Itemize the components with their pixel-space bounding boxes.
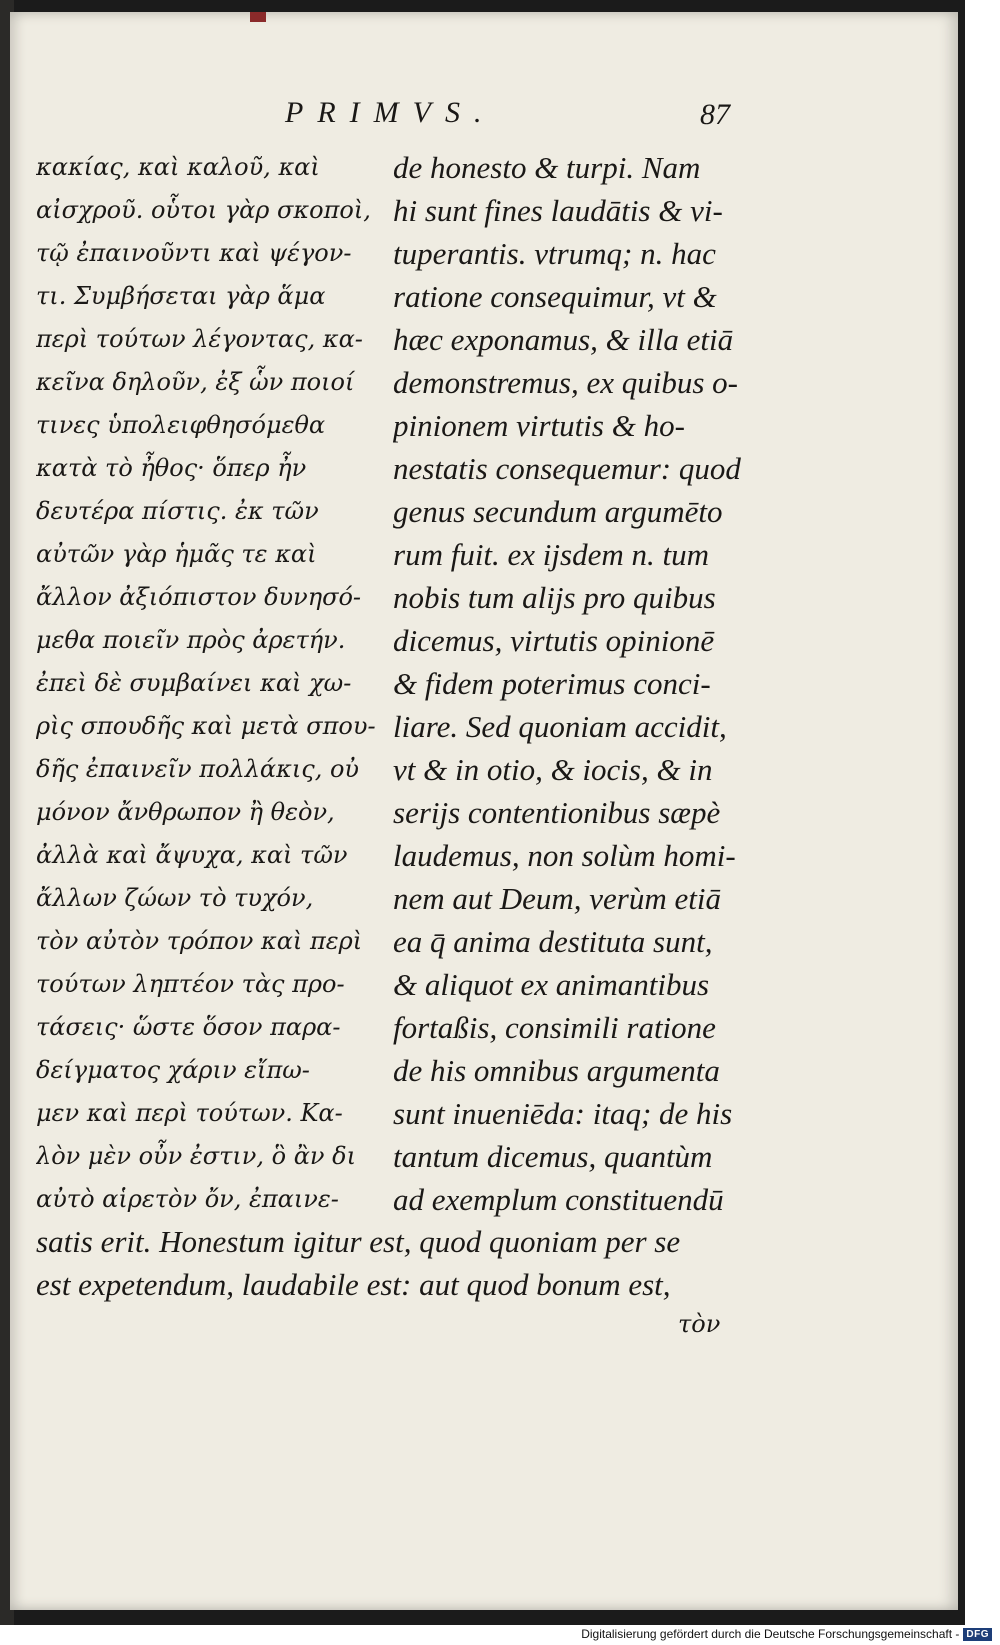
- latin-line: tuperantis. vtrumq; n. hac: [393, 236, 716, 271]
- greek-line: ἀλλὰ καὶ ἄψυχα, καὶ τῶν: [36, 841, 348, 869]
- latin-line: serijs contentionibus sæpè: [393, 795, 721, 830]
- latin-line: ad exemplum constituendū: [393, 1182, 724, 1217]
- greek-line: αὐτὸ αἱρετὸν ὄν, ἐπαινε-: [36, 1185, 339, 1213]
- greek-line: κεῖνα δηλοῦν, ἐξ ὧν ποιοί: [36, 368, 355, 396]
- latin-line: hi sunt fines laudātis & vi-: [393, 193, 723, 228]
- latin-line: ratione consequimur, vt &: [393, 279, 717, 314]
- greek-line: ἄλλον ἀξιόπιστον δυνησό-: [36, 583, 362, 611]
- greek-line: τῷ ἐπαινοῦντι καὶ ψέγον-: [36, 239, 352, 267]
- latin-line: liare. Sed quoniam accidit,: [393, 709, 727, 744]
- full-width-line: satis erit. Honestum igitur est, quod quoniam per se: [36, 1224, 681, 1259]
- latin-line: demonstremus, ex quibus o-: [393, 365, 738, 400]
- greek-line: κακίας, καὶ καλοῦ, καὶ: [36, 153, 320, 181]
- greek-line: περὶ τούτων λέγοντας, κα-: [36, 325, 363, 353]
- latin-line: fortaßis, consimili ratione: [393, 1010, 716, 1045]
- latin-line: dicemus, virtutis opinionē: [393, 623, 715, 658]
- digitization-footer: [581, 1625, 992, 1643]
- latin-column: [393, 146, 753, 1221]
- running-head: PRIMVS.: [285, 96, 496, 129]
- greek-line: δῆς ἐπαινεῖν πολλάκις, οὐ: [36, 755, 360, 783]
- latin-line: de honesto & turpi. Nam: [393, 150, 701, 185]
- greek-line: δευτέρα πίστις. ἐκ τῶν: [36, 497, 319, 525]
- latin-line: hæc exponamus, & illa etiā: [393, 322, 734, 357]
- greek-column: [36, 146, 376, 1221]
- greek-line: ἐπεὶ δὲ συμβαίνει καὶ χω-: [36, 669, 352, 697]
- latin-line: vt & in otio, & iocis, & in: [393, 752, 713, 787]
- footer-text: Digitalisierung gefördert durch die Deutsche Forschungsgemeinschaft -: [581, 1627, 960, 1641]
- greek-line: τινες ὑπολειφθησόμεθα: [36, 411, 326, 439]
- full-width-line: est expetendum, laudabile est: aut quod bonum est,: [36, 1267, 671, 1302]
- greek-line: τι. Συμβήσεται γὰρ ἅμα: [36, 282, 326, 310]
- latin-line: nestatis consequemur: quod: [393, 451, 741, 486]
- catchword: τὸν: [678, 1310, 721, 1338]
- greek-line: μόνον ἄνθρωπον ἢ θεὸν,: [36, 798, 335, 826]
- greek-line: ἄλλων ζώων τὸ τυχόν,: [36, 884, 314, 912]
- latin-line: pinionem virtutis & ho-: [393, 408, 685, 443]
- greek-line: μεν καὶ περὶ τούτων. Κα-: [36, 1099, 343, 1127]
- latin-line: rum fuit. ex ijsdem n. tum: [393, 537, 709, 572]
- ribbon-bookmark: [250, 12, 266, 22]
- latin-line: laudemus, non solùm homi-: [393, 838, 736, 873]
- latin-line: de his omnibus argumenta: [393, 1053, 720, 1088]
- latin-line: sunt inueniēda: itaq; de his: [393, 1096, 733, 1131]
- latin-line: & fidem poterimus conci-: [393, 666, 711, 701]
- latin-line: ea q̄ anima destituta sunt,: [393, 924, 713, 959]
- greek-line: τάσεις· ὥστε ὅσον παρα-: [36, 1013, 341, 1041]
- greek-line: τούτων ληπτέον τὰς προ-: [36, 970, 345, 998]
- latin-line: genus secundum argumēto: [393, 494, 723, 529]
- dfg-logo: DFG: [963, 1628, 992, 1641]
- greek-line: δείγματος χάριν εἴπω-: [36, 1056, 310, 1084]
- greek-line: αὐτῶν γὰρ ἡμᾶς τε καὶ: [36, 540, 317, 568]
- greek-line: τὸν αὐτὸν τρόπον καὶ περὶ: [36, 927, 363, 955]
- latin-line: tantum dicemus, quantùm: [393, 1139, 713, 1174]
- greek-line: μεθα ποιεῖν πρὸς ἀρετήν.: [36, 626, 346, 654]
- greek-line: λὸν μὲν οὖν ἐστιν, ὃ ἂν δι: [36, 1142, 356, 1170]
- greek-line: ρὶς σπουδῆς καὶ μετὰ σπου-: [36, 712, 376, 740]
- latin-line: & aliquot ex animantibus: [393, 967, 710, 1002]
- greek-line: αἰσχροῦ. οὗτοι γὰρ σκοποὶ,: [36, 196, 371, 224]
- book-page: [10, 12, 958, 1610]
- latin-line: nobis tum alijs pro quibus: [393, 580, 716, 615]
- page-header: [10, 96, 958, 136]
- latin-line: nem aut Deum, verùm etiā: [393, 881, 721, 916]
- greek-line: κατὰ τὸ ἦθος· ὅπερ ἦν: [36, 454, 307, 482]
- page-number: 87: [700, 98, 730, 131]
